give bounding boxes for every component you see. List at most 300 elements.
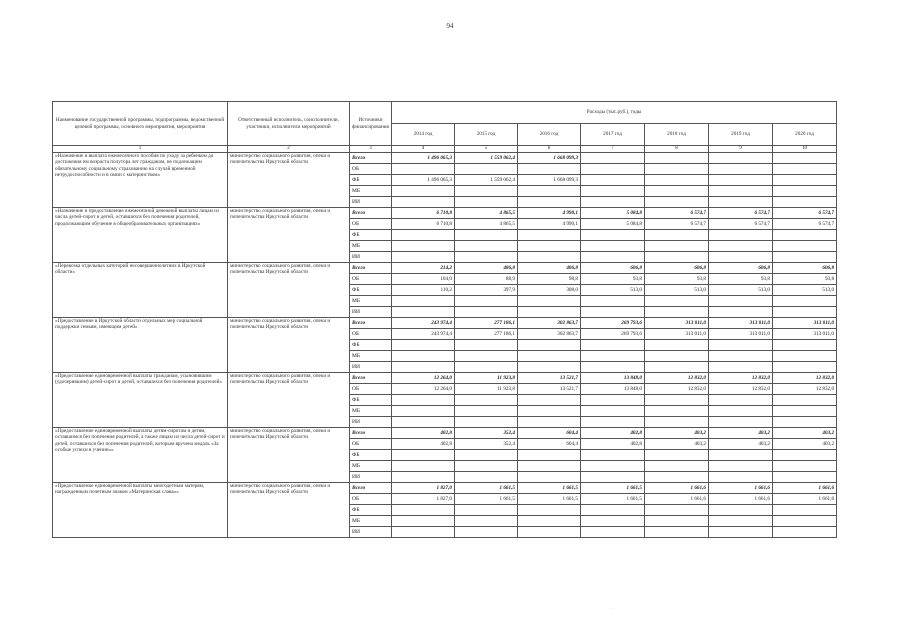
amount-cell bbox=[455, 197, 518, 208]
amount-cell: 1 661,6 bbox=[773, 494, 837, 505]
amount-cell bbox=[581, 351, 645, 362]
amount-cell: 402,8 bbox=[392, 428, 455, 439]
amount-cell bbox=[455, 461, 518, 472]
amount-cell bbox=[581, 450, 645, 461]
amount-cell bbox=[773, 362, 837, 373]
funding-source-cell: МБ bbox=[350, 241, 392, 252]
amount-cell bbox=[645, 186, 709, 197]
amount-cell bbox=[645, 406, 709, 417]
amount-cell: 98,8 bbox=[518, 274, 581, 285]
amount-cell: 402,8 bbox=[581, 439, 645, 450]
amount-cell: 313 011,0 bbox=[773, 318, 837, 329]
amount-cell: 397,9 bbox=[455, 285, 518, 296]
amount-cell: 313 011,0 bbox=[709, 318, 773, 329]
amount-cell bbox=[581, 417, 645, 428]
amount-cell: 1 661,6 bbox=[709, 483, 773, 494]
amount-cell bbox=[773, 340, 837, 351]
amount-cell: 1 661,5 bbox=[581, 483, 645, 494]
funding-source-cell: ИИ bbox=[350, 252, 392, 263]
program-name-cell: «Назначение и выплата ежемесячного пособия по уходу за ребенком до достижения им возраста полутора лет гражданам, не подлежащим обязательному социальному страхованию на случай временной нетрудоспособности и в связи с материнством» bbox=[53, 153, 228, 208]
amount-cell bbox=[518, 340, 581, 351]
amount-cell: 1 496 065,3 bbox=[392, 153, 455, 164]
amount-cell bbox=[773, 175, 837, 186]
amount-cell: 313 011,0 bbox=[645, 318, 709, 329]
amount-cell: 1 496 065,3 bbox=[392, 175, 455, 186]
amount-cell bbox=[645, 527, 709, 538]
amount-cell bbox=[581, 395, 645, 406]
amount-cell bbox=[518, 252, 581, 263]
funding-source-cell: ОБ bbox=[350, 494, 392, 505]
amount-cell bbox=[773, 351, 837, 362]
amount-cell bbox=[645, 340, 709, 351]
amount-cell bbox=[581, 461, 645, 472]
funding-source-cell: ИИ bbox=[350, 527, 392, 538]
amount-cell: 402,8 bbox=[581, 428, 645, 439]
amount-cell bbox=[392, 362, 455, 373]
amount-cell bbox=[709, 340, 773, 351]
amount-cell: 1 827,0 bbox=[392, 483, 455, 494]
amount-cell: 403,2 bbox=[645, 428, 709, 439]
amount-cell: 606,8 bbox=[709, 263, 773, 274]
funding-source-cell: Всего bbox=[350, 208, 392, 219]
amount-cell: 12 832,0 bbox=[645, 373, 709, 384]
amount-cell bbox=[518, 241, 581, 252]
amount-cell bbox=[392, 516, 455, 527]
funding-source-cell: ФБ bbox=[350, 230, 392, 241]
amount-cell bbox=[518, 362, 581, 373]
amount-cell bbox=[581, 406, 645, 417]
funding-source-cell: ОБ bbox=[350, 274, 392, 285]
executor-cell: министерство социального развития, опеки и попечительства Иркутской области bbox=[228, 318, 350, 373]
amount-cell bbox=[709, 406, 773, 417]
amount-cell: 1 827,0 bbox=[392, 494, 455, 505]
amount-cell: 277 186,1 bbox=[455, 318, 518, 329]
amount-cell: 302 863,7 bbox=[518, 329, 581, 340]
amount-cell bbox=[392, 296, 455, 307]
amount-cell bbox=[709, 516, 773, 527]
amount-cell bbox=[645, 395, 709, 406]
amount-cell bbox=[773, 395, 837, 406]
amount-cell bbox=[645, 307, 709, 318]
funding-source-cell: ОБ bbox=[350, 329, 392, 340]
column-number: 1 bbox=[53, 146, 228, 153]
amount-cell bbox=[455, 164, 518, 175]
amount-cell bbox=[709, 296, 773, 307]
column-number: 8 bbox=[645, 146, 709, 153]
amount-cell bbox=[581, 472, 645, 483]
funding-source-cell: Всего bbox=[350, 373, 392, 384]
column-number: 3 bbox=[350, 146, 392, 153]
executor-cell: министерство социального развития, опеки и попечительства Иркутской области bbox=[228, 208, 350, 263]
amount-cell bbox=[773, 472, 837, 483]
amount-cell bbox=[518, 197, 581, 208]
amount-cell bbox=[645, 417, 709, 428]
amount-cell: 13 521,7 bbox=[518, 373, 581, 384]
amount-cell bbox=[518, 527, 581, 538]
amount-cell bbox=[392, 340, 455, 351]
amount-cell: 606,8 bbox=[773, 263, 837, 274]
program-name-cell: «Предоставление единовременной выплаты гражданам, усыновившим (удочерившим) детей-сирот и детей, оставшихся без попечения родителей» bbox=[53, 373, 228, 428]
amount-cell bbox=[773, 516, 837, 527]
amount-cell: 403,2 bbox=[709, 439, 773, 450]
amount-cell bbox=[518, 186, 581, 197]
amount-cell bbox=[645, 351, 709, 362]
amount-cell bbox=[392, 307, 455, 318]
amount-cell: 1 661,6 bbox=[773, 483, 837, 494]
funding-source-cell: Всего bbox=[350, 428, 392, 439]
funding-source-cell: ФБ bbox=[350, 395, 392, 406]
funding-source-cell: МБ bbox=[350, 296, 392, 307]
amount-cell: 93,8 bbox=[581, 274, 645, 285]
amount-cell bbox=[518, 461, 581, 472]
table-row bbox=[53, 208, 837, 219]
amount-cell: 93,8 bbox=[645, 274, 709, 285]
amount-cell bbox=[709, 417, 773, 428]
amount-cell bbox=[645, 472, 709, 483]
amount-cell bbox=[392, 406, 455, 417]
amount-cell: 11 923,8 bbox=[455, 384, 518, 395]
executor-cell: министерство социального развития, опеки и попечительства Иркутской области bbox=[228, 428, 350, 483]
amount-cell bbox=[455, 527, 518, 538]
column-number: 10 bbox=[773, 146, 837, 153]
amount-cell bbox=[581, 241, 645, 252]
amount-cell bbox=[773, 307, 837, 318]
amount-cell bbox=[518, 450, 581, 461]
amount-cell bbox=[455, 340, 518, 351]
header-year: 2019 год bbox=[709, 124, 773, 146]
amount-cell bbox=[518, 395, 581, 406]
amount-cell: 6 574,7 bbox=[709, 219, 773, 230]
table-row bbox=[53, 483, 837, 494]
amount-cell: 4 865,5 bbox=[455, 219, 518, 230]
column-number: 4 bbox=[392, 146, 455, 153]
amount-cell: 513,0 bbox=[773, 285, 837, 296]
amount-cell: 352,4 bbox=[455, 428, 518, 439]
amount-cell bbox=[709, 197, 773, 208]
amount-cell: 1 661,6 bbox=[645, 483, 709, 494]
amount-cell bbox=[392, 461, 455, 472]
amount-cell bbox=[709, 395, 773, 406]
funding-source-cell: МБ bbox=[350, 351, 392, 362]
amount-cell bbox=[455, 395, 518, 406]
funding-source-cell: ИИ bbox=[350, 362, 392, 373]
amount-cell bbox=[581, 230, 645, 241]
amount-cell bbox=[455, 307, 518, 318]
amount-cell bbox=[581, 340, 645, 351]
funding-source-cell: МБ bbox=[350, 516, 392, 527]
program-name-cell: «Назначение и предоставление ежемесячной денежной выплаты лицам из числа детей-сирот и детей, оставшихся без попечения родителей, продолжающим обучение в общеобразовательных организациях» bbox=[53, 208, 228, 263]
amount-cell: 6 574,7 bbox=[645, 208, 709, 219]
amount-cell bbox=[709, 252, 773, 263]
amount-cell: 1 661,5 bbox=[581, 494, 645, 505]
amount-cell: 277 186,1 bbox=[455, 329, 518, 340]
amount-cell: 243 974,4 bbox=[392, 329, 455, 340]
table-row bbox=[53, 428, 837, 439]
funding-source-cell: ФБ bbox=[350, 340, 392, 351]
amount-cell: 6 574,7 bbox=[773, 208, 837, 219]
amount-cell: 513,0 bbox=[645, 285, 709, 296]
amount-cell bbox=[709, 241, 773, 252]
amount-cell: 402,8 bbox=[392, 439, 455, 450]
amount-cell bbox=[645, 252, 709, 263]
column-number: 5 bbox=[455, 146, 518, 153]
amount-cell: 243 974,4 bbox=[392, 318, 455, 329]
amount-cell: 12 832,0 bbox=[709, 373, 773, 384]
amount-cell bbox=[709, 307, 773, 318]
amount-cell: 6 574,7 bbox=[773, 219, 837, 230]
amount-cell bbox=[773, 241, 837, 252]
amount-cell bbox=[773, 296, 837, 307]
amount-cell bbox=[518, 164, 581, 175]
executor-cell: министерство социального развития, опеки и попечительства Иркутской области bbox=[228, 153, 350, 208]
funding-source-cell: МБ bbox=[350, 186, 392, 197]
amount-cell bbox=[709, 153, 773, 164]
amount-cell bbox=[645, 362, 709, 373]
amount-cell: 1 559 062,4 bbox=[455, 153, 518, 164]
amount-cell: 403,2 bbox=[773, 428, 837, 439]
funding-source-cell: ИИ bbox=[350, 307, 392, 318]
amount-cell bbox=[392, 197, 455, 208]
amount-cell: 12 832,0 bbox=[773, 384, 837, 395]
scan-mark: · bbox=[612, 607, 614, 612]
amount-cell: 403,2 bbox=[709, 428, 773, 439]
amount-cell bbox=[518, 230, 581, 241]
amount-cell: 1 661,5 bbox=[518, 483, 581, 494]
amount-cell: 13 521,7 bbox=[518, 384, 581, 395]
amount-cell: 11 923,8 bbox=[455, 373, 518, 384]
amount-cell bbox=[709, 186, 773, 197]
amount-cell: 12 264,0 bbox=[392, 384, 455, 395]
amount-cell: 13 848,0 bbox=[581, 373, 645, 384]
amount-cell: 6 710,8 bbox=[392, 208, 455, 219]
amount-cell bbox=[773, 505, 837, 516]
funding-source-cell: ФБ bbox=[350, 175, 392, 186]
executor-cell: министерство социального развития, опеки и попечительства Иркутской области bbox=[228, 483, 350, 538]
amount-cell bbox=[773, 230, 837, 241]
funding-source-cell: МБ bbox=[350, 461, 392, 472]
amount-cell: 93,8 bbox=[773, 274, 837, 285]
amount-cell bbox=[392, 472, 455, 483]
amount-cell bbox=[581, 505, 645, 516]
amount-cell: 313 011,0 bbox=[773, 329, 837, 340]
amount-cell bbox=[392, 164, 455, 175]
amount-cell: 5 084,8 bbox=[581, 219, 645, 230]
funding-source-cell: ОБ bbox=[350, 384, 392, 395]
header-program-name: Наименование государственной программы, подпрограммы, ведомственной целевой программы, основного мероприятия, мероприятия bbox=[53, 102, 228, 146]
funding-source-cell: ИИ bbox=[350, 197, 392, 208]
funding-source-cell: ИИ bbox=[350, 472, 392, 483]
amount-cell: 269 793,6 bbox=[581, 329, 645, 340]
amount-cell: 403,2 bbox=[773, 439, 837, 450]
funding-source-cell: Всего bbox=[350, 318, 392, 329]
amount-cell bbox=[581, 186, 645, 197]
amount-cell bbox=[455, 351, 518, 362]
amount-cell bbox=[455, 505, 518, 516]
amount-cell bbox=[645, 153, 709, 164]
amount-cell bbox=[392, 186, 455, 197]
amount-cell: 352,4 bbox=[455, 439, 518, 450]
amount-cell: 4 990,1 bbox=[518, 208, 581, 219]
header-year: 2018 год bbox=[645, 124, 709, 146]
column-number: 7 bbox=[581, 146, 645, 153]
executor-cell: министерство социального развития, опеки и попечительства Иркутской области bbox=[228, 373, 350, 428]
amount-cell bbox=[709, 461, 773, 472]
amount-cell bbox=[392, 252, 455, 263]
program-name-cell: «Предоставление единовременной выплаты многодетным матерям, награжденным почетным знаком «Материнская слава»» bbox=[53, 483, 228, 538]
amount-cell bbox=[392, 505, 455, 516]
table-row bbox=[53, 153, 837, 164]
amount-cell: 513,0 bbox=[581, 285, 645, 296]
amount-cell bbox=[455, 516, 518, 527]
amount-cell bbox=[392, 241, 455, 252]
amount-cell bbox=[455, 362, 518, 373]
amount-cell: 5 084,8 bbox=[581, 208, 645, 219]
amount-cell bbox=[392, 527, 455, 538]
amount-cell bbox=[645, 505, 709, 516]
amount-cell bbox=[455, 230, 518, 241]
amount-cell: 308,0 bbox=[518, 285, 581, 296]
amount-cell: 12 832,0 bbox=[645, 384, 709, 395]
amount-cell bbox=[392, 417, 455, 428]
amount-cell bbox=[709, 450, 773, 461]
amount-cell: 1 661,6 bbox=[645, 494, 709, 505]
amount-cell bbox=[518, 406, 581, 417]
amount-cell bbox=[455, 472, 518, 483]
header-year: 2015 год bbox=[455, 124, 518, 146]
amount-cell bbox=[455, 252, 518, 263]
amount-cell bbox=[773, 527, 837, 538]
amount-cell: 313 011,0 bbox=[645, 329, 709, 340]
column-number: 9 bbox=[709, 146, 773, 153]
amount-cell: 6 710,8 bbox=[392, 219, 455, 230]
amount-cell bbox=[581, 252, 645, 263]
program-name-cell: «Предоставление единовременной выплаты детям-сиротам и детям, оставшимся без попечения родителей, а также лицам из числа детей-сирот и детей, оставшихся без попечения родителей, которым вручена медаль «За особые успехи в учении»» bbox=[53, 428, 228, 483]
amount-cell bbox=[581, 197, 645, 208]
amount-cell bbox=[645, 461, 709, 472]
amount-cell bbox=[645, 197, 709, 208]
funding-source-cell: ФБ bbox=[350, 285, 392, 296]
amount-cell: 1 661,6 bbox=[709, 494, 773, 505]
amount-cell bbox=[773, 406, 837, 417]
amount-cell bbox=[581, 307, 645, 318]
amount-cell bbox=[581, 175, 645, 186]
executor-cell: министерство социального развития, опеки и попечительства Иркутской области bbox=[228, 263, 350, 318]
program-name-cell: «Предоставление в Иркутской области отдельных мер социальной поддержки семьям, имеющим детей» bbox=[53, 318, 228, 373]
amount-cell bbox=[518, 351, 581, 362]
amount-cell bbox=[392, 395, 455, 406]
amount-cell: 93,8 bbox=[709, 274, 773, 285]
funding-source-cell: ФБ bbox=[350, 505, 392, 516]
budget-table bbox=[52, 101, 837, 538]
amount-cell bbox=[392, 230, 455, 241]
amount-cell bbox=[455, 241, 518, 252]
amount-cell bbox=[709, 230, 773, 241]
amount-cell bbox=[581, 362, 645, 373]
amount-cell bbox=[645, 516, 709, 527]
column-number: 2 bbox=[228, 146, 350, 153]
amount-cell bbox=[455, 406, 518, 417]
amount-cell bbox=[709, 362, 773, 373]
amount-cell: 1 661,5 bbox=[518, 494, 581, 505]
header-year: 2020 год bbox=[773, 124, 837, 146]
amount-cell: 1 668 099,3 bbox=[518, 175, 581, 186]
amount-cell: 313 011,0 bbox=[709, 329, 773, 340]
amount-cell: 88,9 bbox=[455, 274, 518, 285]
amount-cell bbox=[518, 417, 581, 428]
amount-cell: 12 832,0 bbox=[709, 384, 773, 395]
header-year: 2016 год bbox=[518, 124, 581, 146]
funding-source-cell: МБ bbox=[350, 406, 392, 417]
amount-cell: 1 668 099,3 bbox=[518, 153, 581, 164]
amount-cell bbox=[645, 230, 709, 241]
funding-source-cell: ФБ bbox=[350, 450, 392, 461]
amount-cell bbox=[645, 241, 709, 252]
amount-cell bbox=[518, 296, 581, 307]
amount-cell bbox=[518, 516, 581, 527]
amount-cell: 12 832,0 bbox=[773, 373, 837, 384]
amount-cell bbox=[773, 252, 837, 263]
amount-cell bbox=[455, 296, 518, 307]
amount-cell: 406,8 bbox=[518, 263, 581, 274]
program-name-cell: «Перевозка отдельных категорий несовершеннолетних в Иркутской области» bbox=[53, 263, 228, 318]
amount-cell bbox=[773, 450, 837, 461]
header-year: 2017 год bbox=[581, 124, 645, 146]
amount-cell bbox=[773, 461, 837, 472]
amount-cell: 1 559 062,4 bbox=[455, 175, 518, 186]
amount-cell bbox=[773, 164, 837, 175]
amount-cell bbox=[581, 516, 645, 527]
funding-source-cell: ОБ bbox=[350, 164, 392, 175]
amount-cell bbox=[455, 186, 518, 197]
amount-cell bbox=[645, 164, 709, 175]
amount-cell: 513,0 bbox=[709, 285, 773, 296]
amount-cell: 6 574,7 bbox=[645, 219, 709, 230]
funding-source-cell: ИИ bbox=[350, 417, 392, 428]
header-year: 2014 год bbox=[392, 124, 455, 146]
funding-source-cell: Всего bbox=[350, 263, 392, 274]
amount-cell bbox=[581, 527, 645, 538]
amount-cell: 606,8 bbox=[645, 263, 709, 274]
amount-cell bbox=[645, 296, 709, 307]
amount-cell bbox=[518, 307, 581, 318]
table-header bbox=[53, 102, 837, 153]
funding-source-cell: ОБ bbox=[350, 219, 392, 230]
funding-source-cell: Всего bbox=[350, 153, 392, 164]
amount-cell bbox=[581, 164, 645, 175]
amount-cell: 604,4 bbox=[518, 428, 581, 439]
amount-cell: 1 661,5 bbox=[455, 494, 518, 505]
amount-cell bbox=[455, 450, 518, 461]
funding-source-cell: Всего bbox=[350, 483, 392, 494]
amount-cell: 403,2 bbox=[645, 439, 709, 450]
amount-cell: 6 574,7 bbox=[709, 208, 773, 219]
amount-cell bbox=[709, 472, 773, 483]
amount-cell bbox=[581, 296, 645, 307]
table-body bbox=[53, 153, 837, 538]
column-number: 6 bbox=[518, 146, 581, 153]
amount-cell bbox=[709, 175, 773, 186]
amount-cell bbox=[773, 417, 837, 428]
amount-cell: 486,8 bbox=[455, 263, 518, 274]
table-row bbox=[53, 263, 837, 274]
amount-cell bbox=[518, 505, 581, 516]
header-funding-source: Источники финансирования bbox=[350, 102, 392, 146]
amount-cell bbox=[773, 197, 837, 208]
amount-cell bbox=[455, 417, 518, 428]
amount-cell bbox=[392, 450, 455, 461]
amount-cell bbox=[709, 164, 773, 175]
amount-cell bbox=[392, 351, 455, 362]
